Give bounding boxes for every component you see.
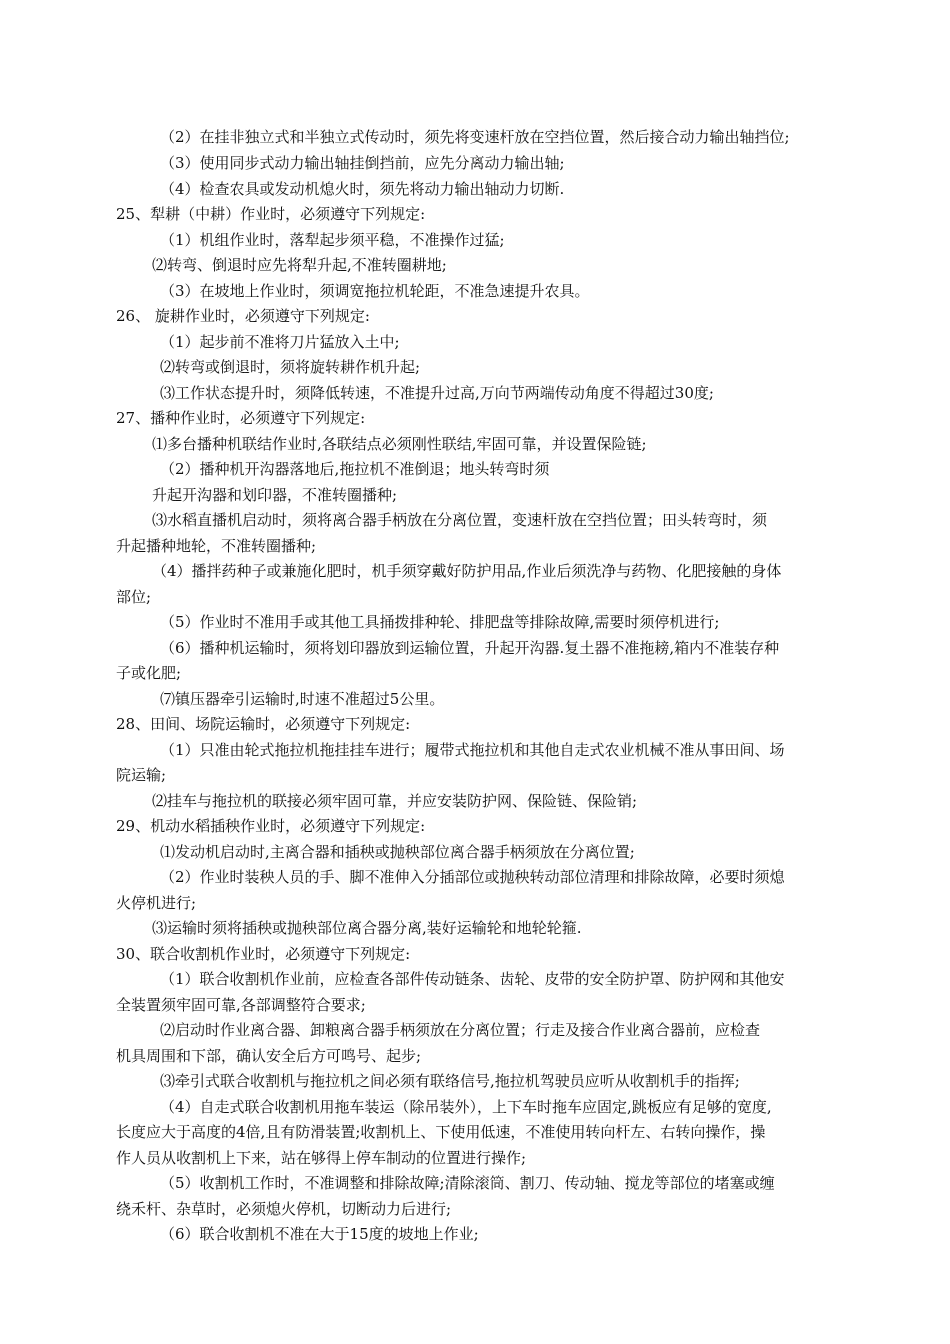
- text-line: 升起播种地轮，不准转圈播种;: [116, 537, 317, 555]
- text-line: 机具周围和下部，确认安全后方可鸣号、起步;: [116, 1047, 422, 1065]
- text-line: （4）自走式联合收割机用拖车装运（除吊装外），上下车时拖车应固定,跳板应有足够的宽度,: [160, 1098, 772, 1116]
- text-line: 部位;: [116, 588, 152, 606]
- text-line: ⑵启动时作业离合器、卸粮离合器手柄须放在分离位置；行走及接合作业离合器前，应检查: [160, 1021, 761, 1039]
- section-heading: 25、犁耕（中耕）作业时，必须遵守下列规定:: [116, 205, 426, 223]
- text-line: （6）播种机运输时，须将划印器放到运输位置，升起开沟器.复土器不准拖耪,箱内不准装存种: [160, 639, 780, 657]
- text-line: 全装置须牢固可靠,各部调整符合要求;: [116, 996, 366, 1014]
- text-line: 火停机进行;: [116, 894, 197, 912]
- section-heading: 30、联合收割机作业时，必须遵守下列规定:: [116, 945, 411, 963]
- text-line: （1）只准由轮式拖拉机拖挂挂车进行；履带式拖拉机和其他自走式农业机械不准从事田间、场: [160, 741, 785, 759]
- text-line: （3）使用同步式动力输出轴挂倒挡前，应先分离动力输出轴;: [160, 154, 565, 172]
- text-line: ⑶运输时须将插秧或抛秧部位离合器分离,装好运输轮和地轮轮箍.: [152, 919, 582, 937]
- text-line: ⑴多台播种机联结作业时,各联结点必须刚性联结,牢固可靠，并设置保险链;: [152, 435, 647, 453]
- text-line: （1）机组作业时，落犁起步须平稳，不准操作过猛;: [160, 231, 505, 249]
- text-line: 长度应大于高度的4倍,且有防滑装置;收割机上、下使用低速，不准使用转向杆左、右转向操作，操: [116, 1123, 766, 1141]
- text-line: （2）播种机开沟器落地后,拖拉机不准倒退；地头转弯时须: [160, 460, 550, 478]
- text-line: ⑶水稻直播机启动时，须将离合器手柄放在分离位置，变速杆放在空挡位置；田头转弯时，须: [152, 511, 768, 529]
- text-line: （3）在坡地上作业时，须调宽拖拉机轮距，不准急速提升农具。: [160, 282, 590, 300]
- section-heading: 29、机动水稻插秧作业时，必须遵守下列规定:: [116, 817, 426, 835]
- text-line: ⑶牵引式联合收割机与拖拉机之间必须有联络信号,拖拉机驾驶员应听从收割机手的指挥;: [160, 1072, 740, 1090]
- text-line: 作人员从收割机上下来，站在够得上停车制动的位置进行操作;: [116, 1149, 527, 1167]
- text-line: ⑵挂车与拖拉机的联接必须牢固可靠，并应安装防护网、保险链、保险销;: [152, 792, 638, 810]
- text-line: （5）作业时不准用手或其他工具捅拨排种轮、排肥盘等排除故障,需要时须停机进行;: [160, 613, 720, 631]
- text-line: （4）播拌药种子或兼施化肥时，机手须穿戴好防护用品,作业后须洗净与药物、化肥接触的身体: [152, 562, 782, 580]
- text-line: ⑵转弯、倒退时应先将犁升起,不准转圈耕地;: [152, 256, 447, 274]
- text-line: （5）收割机工作时，不准调整和排除故障;清除滚筒、割刀、传动轴、搅龙等部位的堵塞或缠: [160, 1174, 775, 1192]
- text-line: ⑶工作状态提升时，须降低转速，不准提升过高,万向节两端传动角度不得超过30度;: [160, 384, 714, 402]
- text-line: 子或化肥;: [116, 664, 182, 682]
- text-line: ⑺镇压器牵引运输时,时速不准超过5公里。: [160, 690, 445, 708]
- text-line: 升起开沟器和划印器，不准转圈播种;: [152, 486, 398, 504]
- text-line: （2）在挂非独立式和半独立式传动时，须先将变速杆放在空挡位置，然后接合动力输出轴挡位;: [160, 128, 790, 146]
- section-heading: 26、 旋耕作业时，必须遵守下列规定:: [116, 307, 370, 325]
- text-line: （1）联合收割机作业前，应检查各部件传动链条、齿轮、皮带的安全防护罩、防护网和其他安: [160, 970, 785, 988]
- text-line: （2）作业时装秧人员的手、脚不准伸入分插部位或抛秧转动部位清理和排除故障，必要时须熄: [160, 868, 785, 886]
- text-line: （6）联合收割机不准在大于15度的坡地上作业;: [160, 1225, 479, 1243]
- text-line: （1）起步前不准将刀片猛放入土中;: [160, 333, 400, 351]
- text-line: 院运输;: [116, 766, 167, 784]
- text-line: （4）检查农具或发动机熄火时，须先将动力输出轴动力切断.: [160, 180, 565, 198]
- section-heading: 28、田间、场院运输时，必须遵守下列规定:: [116, 715, 411, 733]
- text-line: ⑵转弯或倒退时，须将旋转耕作机升起;: [160, 358, 421, 376]
- section-heading: 27、播种作业时，必须遵守下列规定:: [116, 409, 366, 427]
- text-line: 绕禾杆、杂草时，必须熄火停机，切断动力后进行;: [116, 1200, 452, 1218]
- text-line: ⑴发动机启动时,主离合器和插秧或抛秧部位离合器手柄须放在分离位置;: [160, 843, 635, 861]
